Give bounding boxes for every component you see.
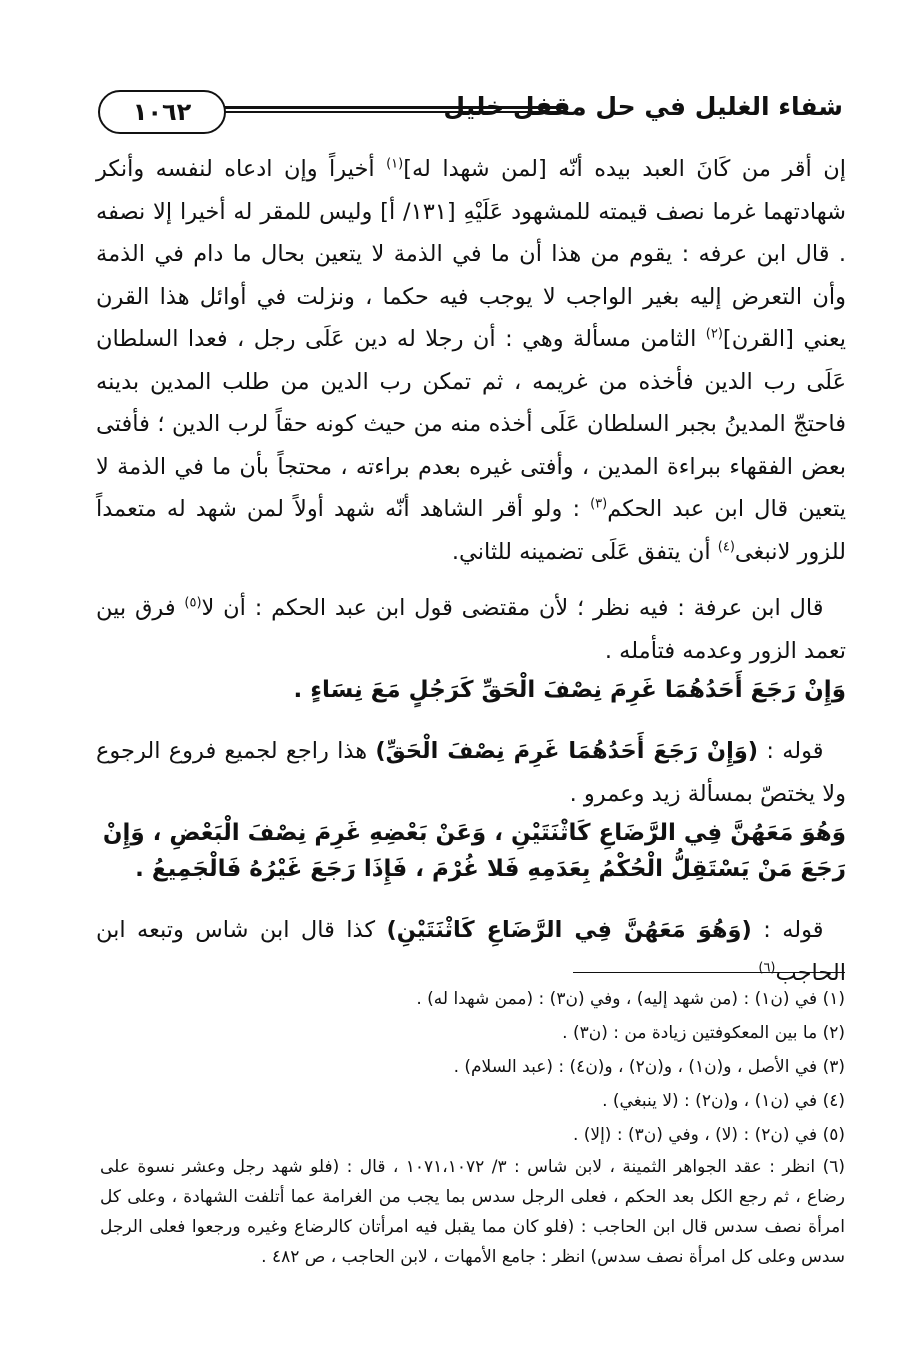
matn-quote: (وَإِنْ رَجَعَ أَحَدُهُمَا غَرِمَ نِصْفَ الْحَقِّ) bbox=[375, 738, 759, 764]
text-run: قوله : bbox=[751, 917, 824, 943]
footnote-ref: (٢) bbox=[705, 326, 723, 342]
footnote-ref: (١) bbox=[386, 156, 404, 172]
page-header bbox=[98, 88, 843, 148]
paragraph-2 bbox=[96, 587, 846, 672]
matn-quote: (وَهُوَ مَعَهُنَّ فِي الرَّضَاعِ كَاثْنَتَيْنِ) bbox=[386, 917, 752, 943]
page-number: ١٠٦٢ bbox=[98, 90, 226, 134]
matn-verse-1: وَإِنْ رَجَعَ أَحَدُهُمَا غَرِمَ نِصْفَ الْحَقِّ كَرَجُلٍ مَعَ نِسَاءٍ . bbox=[293, 677, 846, 703]
footnote-3: (٣) في الأصل ، و(ن١) ، و(ن٢) ، و(ن٤) : (عبد السلام) . bbox=[453, 1057, 845, 1077]
footnote-ref: (٤) bbox=[717, 539, 735, 554]
matn-verse-2: وَهُوَ مَعَهُنَّ فِي الرَّضَاعِ كَاثْنَتَيْنِ ، وَعَنْ بَعْضِهِ غَرِمَ نِصْفَ الْبَعْضِ ، وَإِنْ رَجَعَ مَنْ يَسْتَقِلُّ الْحُكْمُ بِعَدَمِهِ فَلا غُرْمَ ، فَإِذَا رَجَعَ غَيْرُهُ فَالْجَمِيعُ . bbox=[102, 820, 846, 882]
text-run: كذا قال ابن شاس وتبعه ابن الحاجب bbox=[96, 917, 846, 986]
text-run: قال ابن عرفة : فيه نظر ؛ لأن مقتضى قول ابن عبد الحكم : أن لا bbox=[201, 595, 824, 621]
text-run: : ولو أقر الشاهد أنّه شهد أولاً لمن شهد له متعمداً للزور لانبغى bbox=[96, 496, 846, 565]
text-run: فرق بين تعمد الزور وعدمه فتأمله . bbox=[96, 595, 846, 664]
footnote-5: (٥) في (ن٢) : (لا) ، وفي (ن٣) : (إلا) . bbox=[572, 1125, 845, 1145]
main-text bbox=[96, 148, 846, 994]
footnote-ref: (٦) bbox=[758, 960, 776, 975]
text-run: أخيراً وإن ادعاه لنفسه وأنكر شهادتهما غرما نصف قيمته للمشهود عَلَيْهِ [١٣١/ أ] وليس للمقر له أخيرا إلا نصفه . قال ابن عرفه : يقوم من هذا أن ما في الذمة لا يتعين بحال ما دام في الذمة وأن التعرض إليه بغير الواجب لا يوجب فيه حكما ، ونزلت في أوائل هذا القرن يعني [القرن] bbox=[96, 156, 847, 352]
text-run: الثامن مسألة وهي : أن رجلا له دين عَلَى رجل ، فعدا السلطان عَلَى رب الدين فأخذه من غريمه ، ثم تمكن رب الدين من طلب المدين بدينه فاحتجّ المدينُ بجبر السلطان عَلَى أخذه منه من حيث كونه حقاً لرب الدين ؛ فأفتى بعض الفقهاء ببراءة المدين ، وأفتى غيره بعدم براءته ، محتجاً بأن ما في الذمة لا يتعين قال ابن عبد الحكم bbox=[96, 326, 846, 522]
book-title: شفاء الغليل في حل مقفل خليل bbox=[443, 92, 843, 121]
text-run: إن أقر من كَانَ العبد بيده أنّه [لمن شهدا له] bbox=[403, 156, 846, 182]
footnote-1: (١) في (ن١) : (من شهد إليه) ، وفي (ن٣) : (ممن شهدا له) . bbox=[416, 989, 845, 1009]
footnote-ref: (٥) bbox=[184, 595, 202, 611]
footnote-4: (٤) في (ن١) ، و(ن٢) : (لا ينبغي) . bbox=[602, 1091, 845, 1111]
footnotes bbox=[100, 982, 845, 1272]
text-run: أن يتفق عَلَى تضمينه للثاني. bbox=[451, 538, 718, 565]
text-run: هذا راجع لجميع فروع الرجوع ولا يختصّ بمسألة زيد وعمرو . bbox=[96, 738, 846, 807]
footnote-6: (٦) انظر : عقد الجواهر الثمينة ، لابن شاس : ٣/ ١٠٧١،١٠٧٢ ، قال : (فلو شهد رجل وعشر نسوة على رضاع ، ثم رجع الكل بعد الحكم ، فعلى الرجل سدس بما يجب من الغرامة عما أتلفت الشهادة ، وعلى كل امرأة نصف سدس قال ابن الحاجب : (فلو كان مما يقبل فيه امرأتان كالرضاع وغيره ورجعوا فعلى الرجل سدس وعلى كل امرأة نصف سدس) انظر : جامع الأمهات ، لابن الحاجب ، ص ٤٨٢ . bbox=[100, 1157, 845, 1267]
text-run: قوله : bbox=[758, 738, 824, 764]
footnote-2: (٢) ما بين المعكوفتين زيادة من : (ن٣) . bbox=[562, 1023, 845, 1043]
paragraph-3 bbox=[96, 730, 846, 815]
paragraph-1 bbox=[96, 148, 846, 573]
footnote-divider bbox=[573, 972, 845, 973]
footnote-ref: (٣) bbox=[590, 496, 608, 512]
